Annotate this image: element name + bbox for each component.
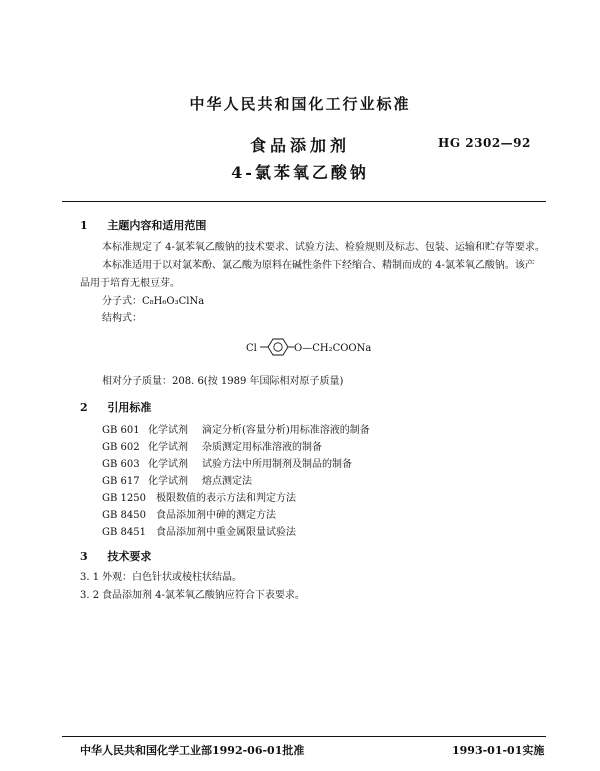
section-3-number: 3 [80, 550, 88, 563]
reference-item: GB 601 化学试剂 滴定分析(容量分析)用标准溶液的制备 [102, 425, 370, 436]
approval-statement: 中华人民共和国化学工业部1992-06-01批准 [80, 744, 305, 757]
document-title-line2: 4-氯苯氧乙酸钠 [231, 163, 369, 182]
effective-date: 1993-01-01实施 [452, 744, 545, 757]
section-2-heading [80, 399, 151, 415]
structural-formula [246, 336, 396, 358]
molecular-formula [102, 292, 204, 307]
formula-value: C₈H₆O₃ClNa [142, 296, 205, 307]
reference-item: GB 617 化学试剂 熔点测定法 [102, 476, 252, 487]
clause-3-2: 3. 2 食品添加剂 4-氯苯氧乙酸钠应符合下表要求。 [80, 590, 305, 601]
chlorine-label: Cl [246, 343, 257, 354]
section-1-para1: 本标准规定了 4-氯苯氧乙酸钠的技术要求、试验方法、检验规则及标志、包装、运输和贮存等要求。 [102, 242, 545, 253]
standard-code: HG 2302—92 [438, 136, 531, 150]
section-1-title: 主题内容和适用范围 [107, 219, 207, 232]
issuing-body-title: 中华人民共和国化工行业标准 [189, 95, 411, 113]
section-1-heading [80, 217, 206, 233]
reference-item: GB 603 化学试剂 试验方法中所用制剂及制品的制备 [102, 459, 352, 470]
section-3-heading [80, 548, 151, 564]
relative-molecular-mass: 相对分子质量：208. 6(按 1989 年国际相对原子质量) [102, 376, 344, 387]
top-rule [62, 201, 546, 202]
section-1-number: 1 [80, 219, 88, 232]
clause-3-1: 3. 1 外观：白色针状或棱柱状结晶。 [80, 572, 242, 583]
oxyacetate-chain: O—CH₂COONa [294, 343, 372, 354]
section-1-para2-line2: 品用于培育无根豆芽。 [80, 278, 180, 289]
reference-item: GB 602 化学试剂 杂质测定用标准溶液的制备 [102, 442, 322, 453]
section-2-title: 引用标准 [107, 401, 152, 414]
document-title-line1: 食品添加剂 [249, 136, 350, 155]
section-3-title: 技术要求 [107, 550, 152, 563]
formula-label: 分子式： [102, 296, 142, 307]
section-1-para2-line1: 本标准适用于以对氯苯酚、氯乙酸为原料在碱性条件下经缩合、精制而成的 4-氯苯氧乙酸钠。该产 [102, 260, 535, 271]
reference-item: GB 8450 食品添加剂中砷的测定方法 [102, 510, 276, 521]
reference-item: GB 1250 极限数值的表示方法和判定方法 [102, 493, 296, 504]
reference-item: GB 8451 食品添加剂中重金属限量试验法 [102, 527, 296, 538]
bottom-rule [62, 736, 546, 737]
benzene-ring-icon [268, 339, 288, 355]
structure-label: 结构式： [102, 313, 142, 324]
section-2-number: 2 [80, 401, 88, 414]
